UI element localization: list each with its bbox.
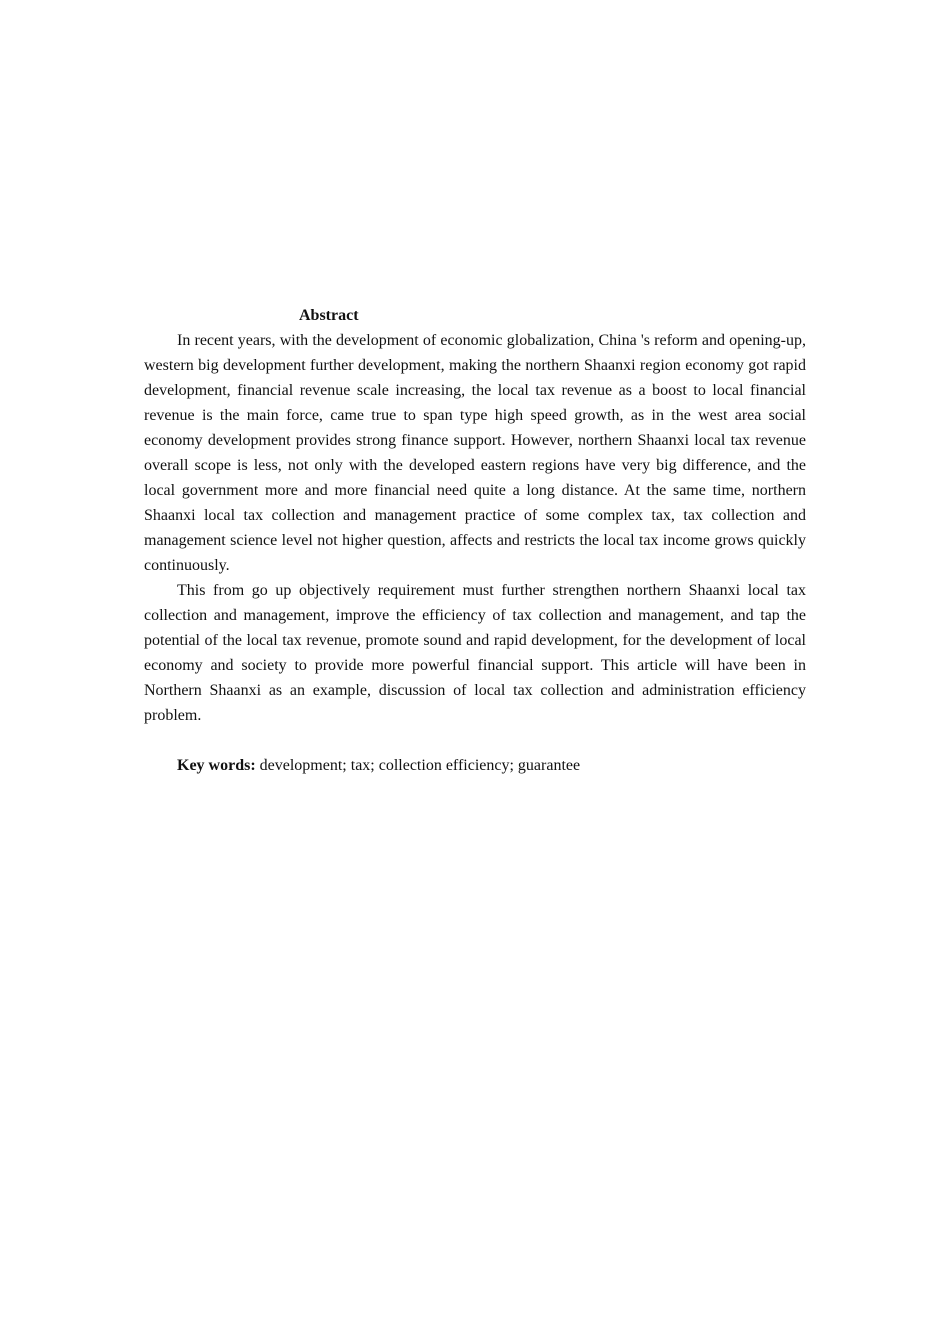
keywords-text: development; tax; collection efficiency; guarantee xyxy=(259,757,581,774)
abstract-title: Abstract xyxy=(299,307,359,324)
abstract-section xyxy=(144,303,806,778)
keywords-label: Key words: xyxy=(177,757,256,774)
keywords-line xyxy=(144,753,806,778)
abstract-paragraph-1: In recent years, with the development of economic globalization, China 's reform and opening-up, western big development further development, making the northern Shaanxi region economy got rapid development, financial revenue scale increasing, the local tax revenue as a boost to local financial revenue is the main force, came true to span type high speed growth, as in the west area social economy development provides strong finance support. However, northern Shaanxi local tax revenue overall scope is less, not only with the developed eastern regions have very big difference, and the local government more and more financial need quite a long distance. At the same time, northern Shaanxi local tax collection and management practice of some complex tax, tax collection and management science level not higher question, affects and restricts the local tax income grows quickly continuously. xyxy=(144,332,806,574)
abstract-paragraph-2: This from go up objectively requirement must further strengthen northern Shaanxi local tax collection and management, improve the efficiency of tax collection and management, and tap the potential of the local tax revenue, promote sound and rapid development, for the development of local economy and society to provide more powerful financial support. This article will have been in Northern Shaanxi as an example, discussion of local tax collection and administration efficiency problem. xyxy=(144,582,806,724)
